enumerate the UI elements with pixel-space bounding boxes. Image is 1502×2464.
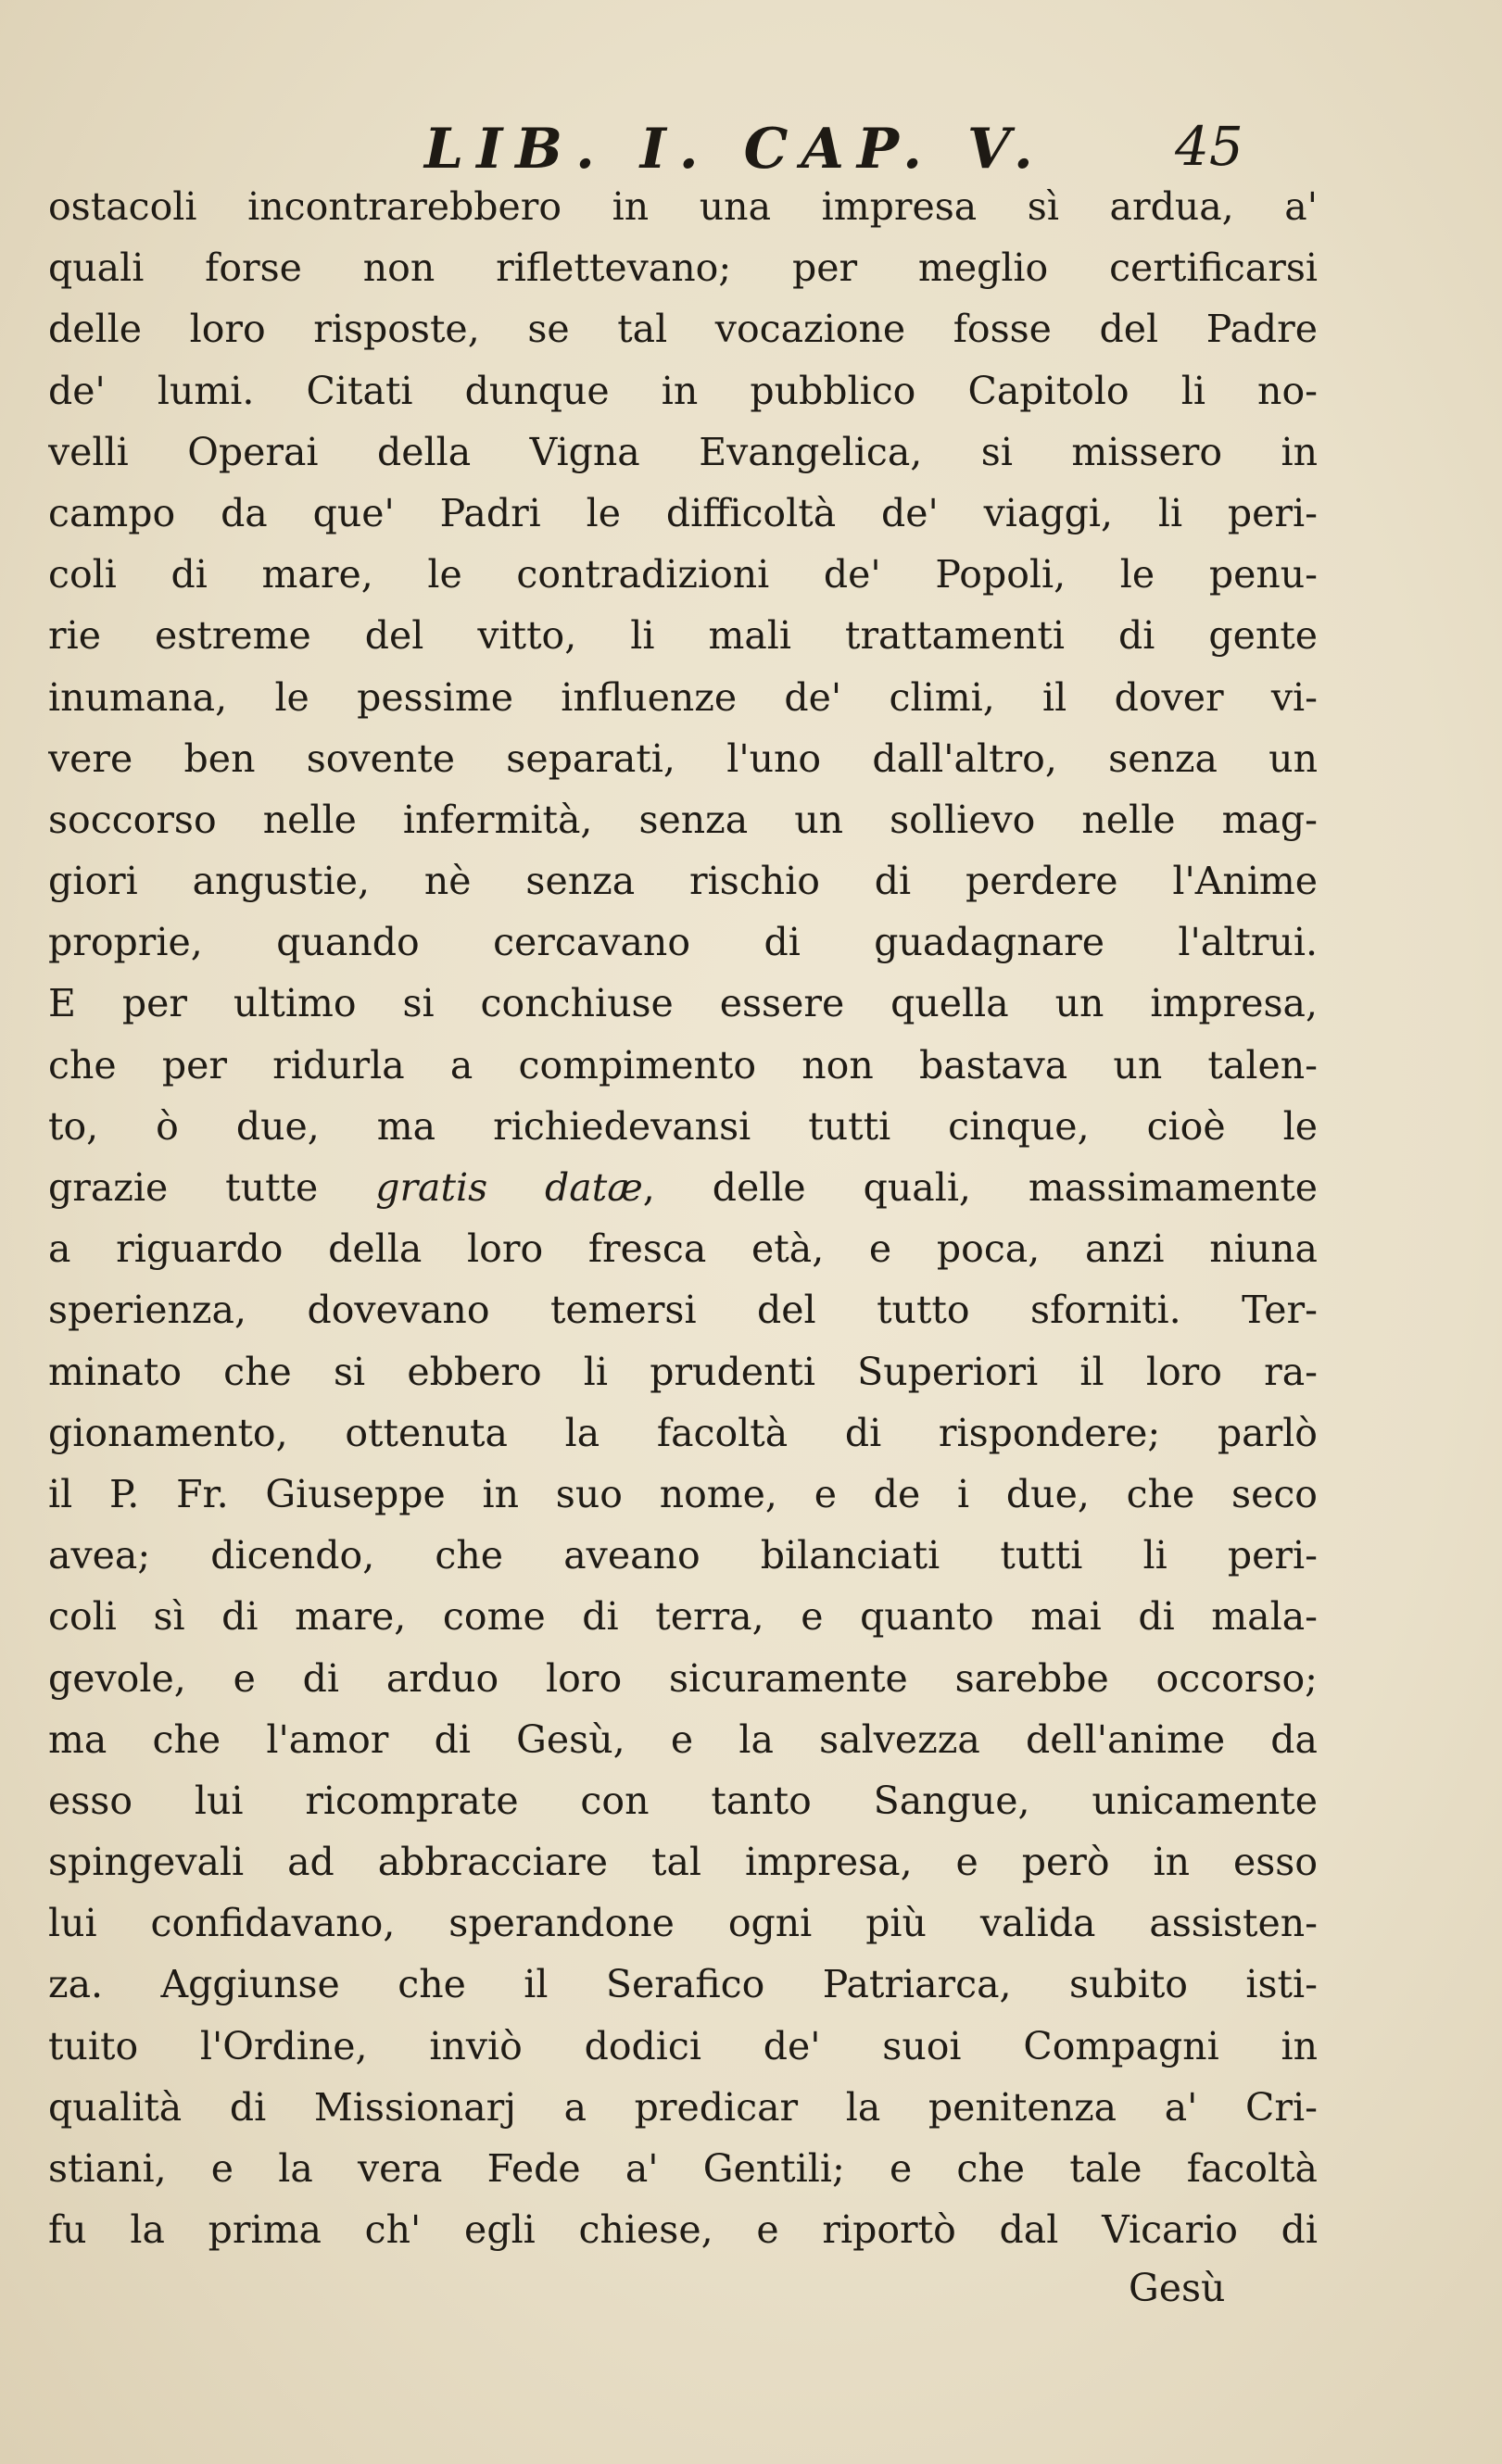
page-number: 45 <box>1175 115 1243 178</box>
catchword: Gesù <box>1129 2266 1226 2310</box>
text-line: de' lumi. Citati dunque in pubblico Capitolo li no- <box>48 368 1318 413</box>
text-line: esso lui ricomprate con tanto Sangue, unicamente <box>48 1778 1318 1823</box>
text-line: to, ò due, ma richiedevansi tutti cinque, cioè le <box>48 1103 1318 1149</box>
text-line: coli di mare, le contradizioni de' Popoli, le penu- <box>48 552 1318 597</box>
text-line: fu la prima ch' egli chiese, e riportò dal Vicario di <box>48 2207 1318 2253</box>
italic-phrase: gratis datæ <box>375 1165 643 1210</box>
text-line: minato che si ebbero li prudenti Superiori il loro ra- <box>48 1349 1318 1394</box>
text-line: velli Operai della Vigna Evangelica, si missero in <box>48 429 1318 474</box>
body-text <box>48 176 1318 2260</box>
text-line-with-italic <box>48 1157 1318 1218</box>
text-line: gionamento, ottenuta la facoltà di rispondere; parlò <box>48 1410 1318 1455</box>
text-line: giori angustie, nè senza rischio di perdere l'Anime <box>48 859 1318 904</box>
text-line: il P. Fr. Giuseppe in suo nome, e de i due, che seco <box>48 1471 1318 1516</box>
text-line: E per ultimo si conchiuse essere quella un impresa, <box>48 981 1318 1026</box>
text-line: stiani, e la vera Fede a' Gentili; e che tale facoltà <box>48 2146 1318 2191</box>
text-line: qualità di Missionarj a predicar la penitenza a' Cri- <box>48 2084 1318 2130</box>
text-line: quali forse non riflettevano; per meglio certificarsi <box>48 245 1318 291</box>
text-line: ma che l'amor di Gesù, e la salvezza dell'anime da <box>48 1716 1318 1762</box>
text-line: inumana, le pessime influenze de' climi, il dover vi- <box>48 674 1318 720</box>
text-line: proprie, quando cercavano di guadagnare l'altrui. <box>48 920 1318 965</box>
text-line: za. Aggiunse che il Serafico Patriarca, subito isti- <box>48 1962 1318 2007</box>
text-line: tuito l'Ordine, inviò dodici de' suoi Compagni in <box>48 2023 1318 2068</box>
text-line: ostacoli incontrarebbero in una impresa sì ardua, a' <box>48 184 1318 229</box>
text-line: lui confidavano, sperandone ogni più valida assisten- <box>48 1901 1318 1946</box>
text-line: che per ridurla a compimento non bastava un talen- <box>48 1042 1318 1087</box>
text-line: avea; dicendo, che aveano bilanciati tutti li peri- <box>48 1533 1318 1578</box>
running-head: LIB. I. CAP. V. <box>424 117 1046 182</box>
text-line: rie estreme del vitto, li mali trattamenti di gente <box>48 613 1318 659</box>
text-line: a riguardo della loro fresca età, e poca, anzi niuna <box>48 1226 1318 1272</box>
text-line: sperienza, dovevano temersi del tutto sforniti. Ter- <box>48 1288 1318 1333</box>
text-line: coli sì di mare, come di terra, e quanto mai di mala- <box>48 1594 1318 1640</box>
line-segment: , delle quali, massimamente <box>642 1165 1318 1210</box>
text-line: gevole, e di arduo loro sicuramente sarebbe occorso; <box>48 1655 1318 1701</box>
text-line: delle loro risposte, se tal vocazione fosse del Padre <box>48 307 1318 352</box>
line-segment: grazie tutte <box>48 1165 376 1210</box>
text-line: vere ben sovente separati, l'uno dall'altro, senza un <box>48 735 1318 781</box>
page-header <box>0 109 1502 183</box>
text-line: soccorso nelle infermità, senza un sollievo nelle mag- <box>48 797 1318 842</box>
text-line: campo da que' Padri le difficoltà de' viaggi, li peri- <box>48 490 1318 535</box>
text-line: spingevali ad abbracciare tal impresa, e però in esso <box>48 1840 1318 1885</box>
